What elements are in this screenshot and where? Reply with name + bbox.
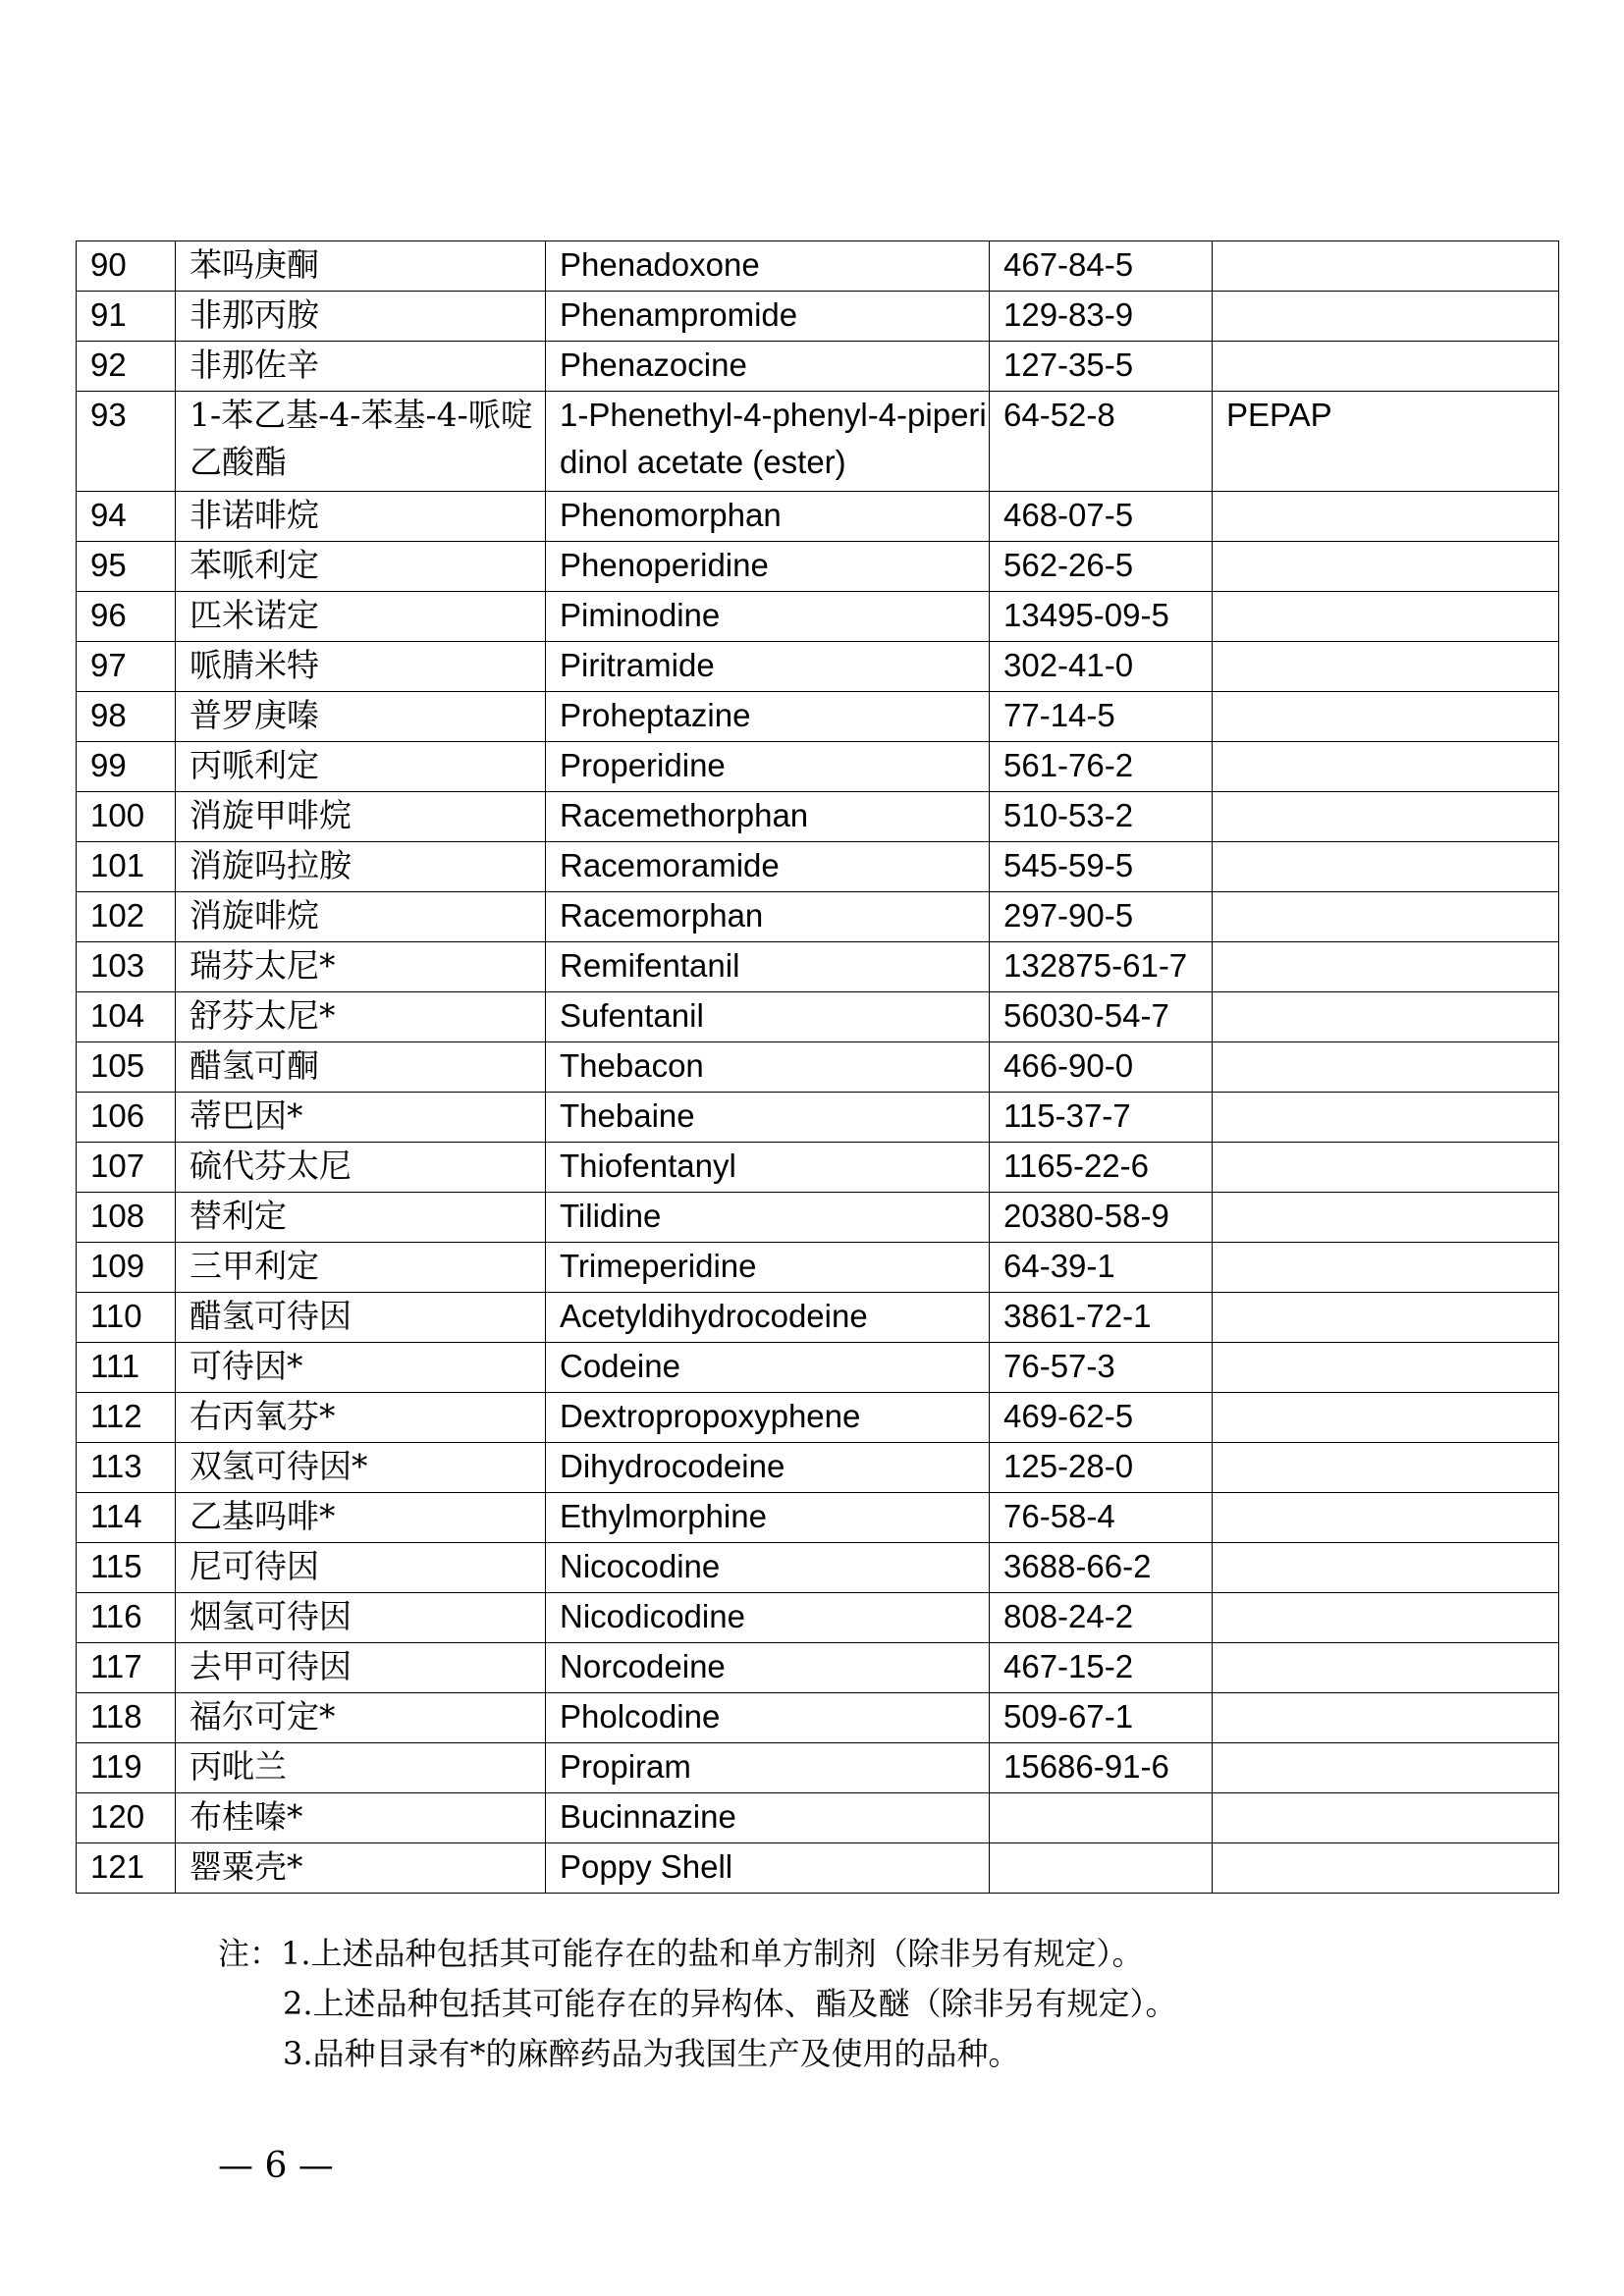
cell-cn: 苯吗庚酮	[176, 241, 546, 292]
table-row	[77, 292, 1559, 342]
cell-cn: 舒芬太尼*	[176, 992, 546, 1042]
cell-note	[1213, 1493, 1559, 1543]
cell-cn: 消旋甲啡烷	[176, 792, 546, 842]
cell-no: 104	[77, 992, 176, 1042]
cell-cn: 匹米诺定	[176, 592, 546, 642]
cell-cas: 468-07-5	[990, 492, 1213, 542]
table-row	[77, 1593, 1559, 1643]
cell-no: 108	[77, 1193, 176, 1243]
cell-en: Poppy Shell	[546, 1843, 990, 1894]
cell-cn: 1-苯乙基-4-苯基-4-哌啶乙酸酯	[176, 392, 546, 492]
cell-cn: 尼可待因	[176, 1543, 546, 1593]
table-row	[77, 1243, 1559, 1293]
cell-cas: 13495-09-5	[990, 592, 1213, 642]
cell-note	[1213, 642, 1559, 692]
cell-cas: 297-90-5	[990, 892, 1213, 942]
cell-note	[1213, 1793, 1559, 1843]
cell-no: 118	[77, 1693, 176, 1743]
table-row	[77, 1143, 1559, 1193]
table-row	[77, 1793, 1559, 1843]
table-row	[77, 692, 1559, 742]
cell-cas: 545-59-5	[990, 842, 1213, 892]
table-row	[77, 1343, 1559, 1393]
cell-cas	[990, 1793, 1213, 1843]
cell-cn: 丙哌利定	[176, 742, 546, 792]
cell-no: 99	[77, 742, 176, 792]
cell-en: Properidine	[546, 742, 990, 792]
cell-no: 110	[77, 1293, 176, 1343]
table-row	[77, 1193, 1559, 1243]
cell-en: Piritramide	[546, 642, 990, 692]
cell-note	[1213, 1593, 1559, 1643]
cell-cas: 3688-66-2	[990, 1543, 1213, 1593]
cell-note	[1213, 1193, 1559, 1243]
cell-no: 98	[77, 692, 176, 742]
cell-cn: 烟氢可待因	[176, 1593, 546, 1643]
cell-cn: 非诺啡烷	[176, 492, 546, 542]
cell-cas: 1165-22-6	[990, 1143, 1213, 1193]
cell-note	[1213, 942, 1559, 992]
cell-no: 103	[77, 942, 176, 992]
cell-cn: 去甲可待因	[176, 1643, 546, 1693]
table-row	[77, 642, 1559, 692]
cell-no: 121	[77, 1843, 176, 1894]
table-row	[77, 1543, 1559, 1593]
table-row	[77, 1042, 1559, 1093]
cell-cas: 467-15-2	[990, 1643, 1213, 1693]
cell-en: Bucinnazine	[546, 1793, 990, 1843]
drug-list-table	[76, 240, 1559, 1894]
cell-cas: 56030-54-7	[990, 992, 1213, 1042]
cell-no: 90	[77, 241, 176, 292]
cell-note	[1213, 1293, 1559, 1343]
cell-en: Nicocodine	[546, 1543, 990, 1593]
cell-cn: 哌腈米特	[176, 642, 546, 692]
cell-cn: 硫代芬太尼	[176, 1143, 546, 1193]
cell-cas: 127-35-5	[990, 342, 1213, 392]
cell-note	[1213, 1843, 1559, 1894]
table-row	[77, 892, 1559, 942]
cell-note	[1213, 1693, 1559, 1743]
cell-en: Sufentanil	[546, 992, 990, 1042]
cell-en: Norcodeine	[546, 1643, 990, 1693]
cell-note	[1213, 892, 1559, 942]
cell-no: 109	[77, 1243, 176, 1293]
cell-cas: 125-28-0	[990, 1443, 1213, 1493]
table-row	[77, 842, 1559, 892]
cell-cas: 510-53-2	[990, 792, 1213, 842]
cell-en: Racemorphan	[546, 892, 990, 942]
cell-cas: 76-58-4	[990, 1493, 1213, 1543]
cell-cn: 蒂巴因*	[176, 1093, 546, 1143]
cell-cas: 3861-72-1	[990, 1293, 1213, 1343]
cell-no: 119	[77, 1743, 176, 1793]
cell-cn: 布桂嗪*	[176, 1793, 546, 1843]
cell-en: Thiofentanyl	[546, 1143, 990, 1193]
cell-note	[1213, 1143, 1559, 1193]
cell-no: 96	[77, 592, 176, 642]
cell-cas: 15686-91-6	[990, 1743, 1213, 1793]
cell-en: Racemethorphan	[546, 792, 990, 842]
cell-no: 91	[77, 292, 176, 342]
table-row	[77, 392, 1559, 492]
cell-note	[1213, 1042, 1559, 1093]
cell-cn: 消旋吗拉胺	[176, 842, 546, 892]
note-line-1: 注：1.上述品种包括其可能存在的盐和单方制剂（除非另有规定）。	[218, 1935, 1144, 1972]
cell-no: 94	[77, 492, 176, 542]
cell-note	[1213, 292, 1559, 342]
cell-no: 105	[77, 1042, 176, 1093]
cell-no: 102	[77, 892, 176, 942]
cell-en: Ethylmorphine	[546, 1493, 990, 1543]
cell-note	[1213, 241, 1559, 292]
cell-note	[1213, 842, 1559, 892]
cell-note	[1213, 992, 1559, 1042]
notes-section	[218, 1929, 1177, 2079]
cell-cas: 561-76-2	[990, 742, 1213, 792]
cell-en: Tilidine	[546, 1193, 990, 1243]
table-row	[77, 241, 1559, 292]
cell-en: Piminodine	[546, 592, 990, 642]
cell-no: 100	[77, 792, 176, 842]
cell-note	[1213, 1393, 1559, 1443]
cell-cas: 76-57-3	[990, 1343, 1213, 1393]
cell-en: Phenomorphan	[546, 492, 990, 542]
table-row	[77, 592, 1559, 642]
cell-note	[1213, 1243, 1559, 1293]
cell-en: Pholcodine	[546, 1693, 990, 1743]
cell-en: 1-Phenethyl-4-phenyl-4-piperidinol acetate (ester)	[546, 392, 990, 492]
cell-cn: 瑞芬太尼*	[176, 942, 546, 992]
cell-cn: 替利定	[176, 1193, 546, 1243]
cell-cn: 福尔可定*	[176, 1693, 546, 1743]
table-row	[77, 1643, 1559, 1693]
cell-cas: 129-83-9	[990, 292, 1213, 342]
cell-note	[1213, 1343, 1559, 1393]
cell-en: Nicodicodine	[546, 1593, 990, 1643]
cell-note	[1213, 1093, 1559, 1143]
cell-cn: 醋氢可待因	[176, 1293, 546, 1343]
table-row	[77, 742, 1559, 792]
table-row	[77, 992, 1559, 1042]
cell-en: Dihydrocodeine	[546, 1443, 990, 1493]
cell-en: Thebacon	[546, 1042, 990, 1093]
cell-no: 120	[77, 1793, 176, 1843]
cell-en: Racemoramide	[546, 842, 990, 892]
cell-note	[1213, 792, 1559, 842]
cell-en: Phenadoxone	[546, 241, 990, 292]
cell-no: 111	[77, 1343, 176, 1393]
cell-no: 106	[77, 1093, 176, 1143]
cell-no: 107	[77, 1143, 176, 1193]
cell-en: Phenazocine	[546, 342, 990, 392]
cell-no: 117	[77, 1643, 176, 1693]
table-row	[77, 1743, 1559, 1793]
cell-en: Thebaine	[546, 1093, 990, 1143]
cell-note	[1213, 492, 1559, 542]
cell-cn: 丙吡兰	[176, 1743, 546, 1793]
table-row	[77, 342, 1559, 392]
cell-en: Codeine	[546, 1343, 990, 1393]
table-row	[77, 492, 1559, 542]
cell-note	[1213, 542, 1559, 592]
cell-no: 113	[77, 1443, 176, 1493]
cell-cas: 808-24-2	[990, 1593, 1213, 1643]
cell-cn: 普罗庚嗪	[176, 692, 546, 742]
cell-note	[1213, 1443, 1559, 1493]
cell-en: Trimeperidine	[546, 1243, 990, 1293]
cell-note	[1213, 692, 1559, 742]
cell-cas	[990, 1843, 1213, 1894]
cell-cas: 562-26-5	[990, 542, 1213, 592]
table-row	[77, 1443, 1559, 1493]
cell-cas: 132875-61-7	[990, 942, 1213, 992]
note-line-2: 2.上述品种包括其可能存在的异构体、酯及醚（除非另有规定）。	[283, 1985, 1177, 2022]
table-row	[77, 1843, 1559, 1894]
cell-cas: 466-90-0	[990, 1042, 1213, 1093]
cell-cas: 64-52-8	[990, 392, 1213, 492]
page-number: — 6 —	[218, 2146, 334, 2186]
cell-no: 97	[77, 642, 176, 692]
cell-cn: 右丙氧芬*	[176, 1393, 546, 1443]
cell-cn: 苯哌利定	[176, 542, 546, 592]
table-body	[77, 241, 1559, 1894]
cell-no: 115	[77, 1543, 176, 1593]
cell-cn: 醋氢可酮	[176, 1042, 546, 1093]
cell-no: 92	[77, 342, 176, 392]
cell-cn: 非那佐辛	[176, 342, 546, 392]
cell-en: Proheptazine	[546, 692, 990, 742]
cell-cas: 115-37-7	[990, 1093, 1213, 1143]
table-row	[77, 542, 1559, 592]
cell-cn: 消旋啡烷	[176, 892, 546, 942]
cell-no: 93	[77, 392, 176, 492]
cell-no: 116	[77, 1593, 176, 1643]
cell-cn: 双氢可待因*	[176, 1443, 546, 1493]
cell-note: PEPAP	[1213, 392, 1559, 492]
cell-note	[1213, 592, 1559, 642]
cell-note	[1213, 742, 1559, 792]
table-row	[77, 1493, 1559, 1543]
cell-cas: 77-14-5	[990, 692, 1213, 742]
cell-cn: 三甲利定	[176, 1243, 546, 1293]
table-row	[77, 1693, 1559, 1743]
cell-no: 114	[77, 1493, 176, 1543]
cell-cas: 467-84-5	[990, 241, 1213, 292]
cell-cas: 20380-58-9	[990, 1193, 1213, 1243]
cell-en: Phenampromide	[546, 292, 990, 342]
cell-en: Dextropropoxyphene	[546, 1393, 990, 1443]
cell-cn: 可待因*	[176, 1343, 546, 1393]
cell-note	[1213, 1543, 1559, 1593]
cell-cas: 469-62-5	[990, 1393, 1213, 1443]
cell-cas: 302-41-0	[990, 642, 1213, 692]
cell-en: Propiram	[546, 1743, 990, 1793]
note-line-3: 3.品种目录有*的麻醉药品为我国生产及使用的品种。	[283, 2035, 1020, 2072]
cell-no: 101	[77, 842, 176, 892]
cell-cn: 非那丙胺	[176, 292, 546, 342]
cell-cn: 罂粟壳*	[176, 1843, 546, 1894]
cell-en: Remifentanil	[546, 942, 990, 992]
cell-cn: 乙基吗啡*	[176, 1493, 546, 1543]
table-row	[77, 1293, 1559, 1343]
cell-en: Phenoperidine	[546, 542, 990, 592]
cell-no: 95	[77, 542, 176, 592]
cell-en: Acetyldihydrocodeine	[546, 1293, 990, 1343]
table-row	[77, 1393, 1559, 1443]
cell-cas: 509-67-1	[990, 1693, 1213, 1743]
table-row	[77, 792, 1559, 842]
cell-note	[1213, 1643, 1559, 1693]
table-row	[77, 1093, 1559, 1143]
cell-no: 112	[77, 1393, 176, 1443]
cell-cas: 64-39-1	[990, 1243, 1213, 1293]
table-row	[77, 942, 1559, 992]
cell-note	[1213, 1743, 1559, 1793]
cell-note	[1213, 342, 1559, 392]
